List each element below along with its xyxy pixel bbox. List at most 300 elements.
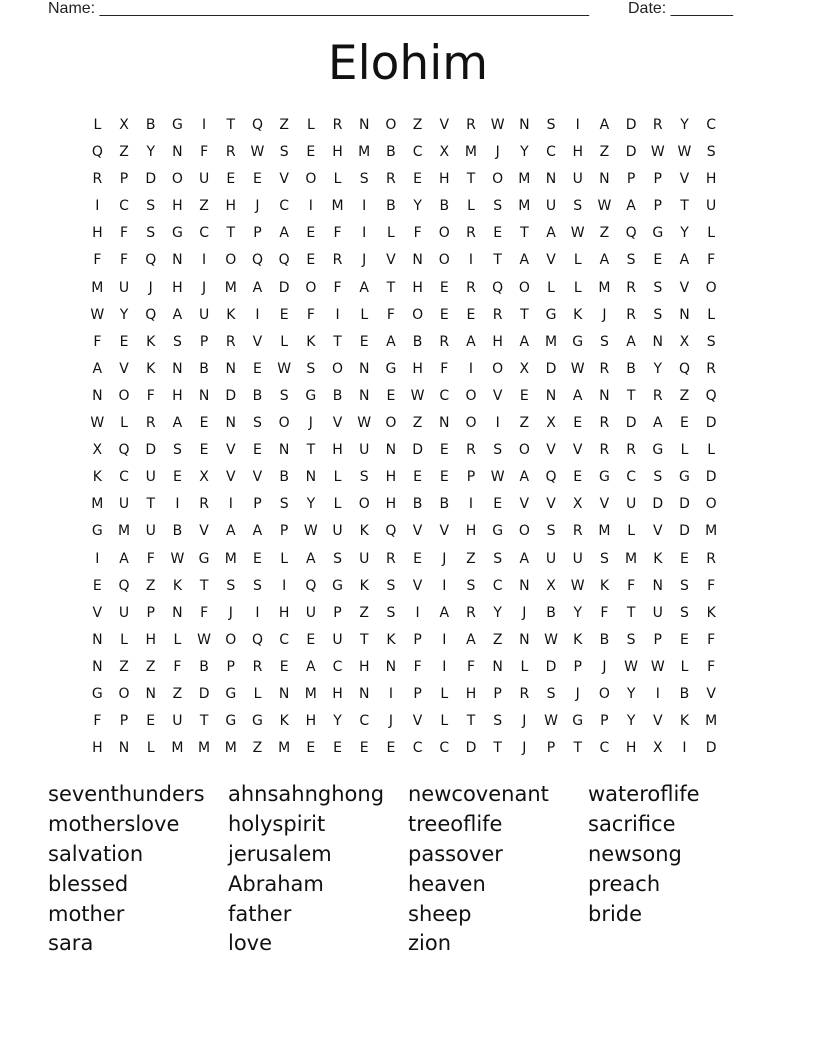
grid-cell: S <box>546 685 556 702</box>
grid-cell: P <box>333 604 342 621</box>
grid-cell: U <box>118 496 130 513</box>
grid-cell: J <box>308 415 313 432</box>
grid-cell: E <box>680 415 689 432</box>
grid-cell: Q <box>91 144 103 161</box>
grid-cell: S <box>172 442 182 459</box>
grid-cell: U <box>572 171 583 188</box>
grid-cell: Y <box>306 496 316 513</box>
grid-cell: B <box>386 198 396 215</box>
grid-cell: O <box>385 415 397 432</box>
grid-cell: S <box>253 577 262 594</box>
grid-cell: N <box>385 658 397 675</box>
grid-cell: M <box>705 713 718 730</box>
grid-cell: J <box>575 685 580 702</box>
grid-cell: H <box>412 360 423 377</box>
grid-cell: K <box>146 360 156 377</box>
grid-cell: D <box>545 360 557 377</box>
grid-cell: Q <box>385 523 397 540</box>
grid-cell: H <box>492 333 503 350</box>
grid-cell: C <box>599 740 610 757</box>
grid-cell: U <box>332 631 343 648</box>
grid-cell: Q <box>545 469 557 486</box>
grid-cell: T <box>573 740 582 757</box>
grid-cell: Y <box>626 685 636 702</box>
grid-cell: U <box>172 713 183 730</box>
grid-cell: O <box>465 387 477 404</box>
grid-cell: Z <box>492 631 503 648</box>
grid-cell: W <box>90 306 105 323</box>
grid-cell: I <box>95 198 100 215</box>
grid-cell: Z <box>599 225 610 242</box>
grid-cell: Q <box>251 117 263 133</box>
grid-cell: W <box>357 415 372 432</box>
letter-grid <box>84 112 725 762</box>
grid-cell: E <box>680 550 689 567</box>
grid-cell: J <box>388 713 393 730</box>
grid-cell: H <box>172 279 183 296</box>
grid-cell: I <box>468 496 474 513</box>
grid-cell: U <box>652 604 663 621</box>
grid-cell: Z <box>172 685 183 702</box>
grid-cell: X <box>546 415 556 432</box>
grid-cell: U <box>545 550 557 567</box>
grid-cell: U <box>118 604 130 621</box>
grid-cell: S <box>253 415 262 432</box>
grid-cell: E <box>386 740 396 757</box>
grid-cell: M <box>198 740 211 757</box>
grid-cell: V <box>199 523 209 540</box>
grid-cell: U <box>572 550 583 567</box>
grid-cell: D <box>705 740 717 757</box>
grid-cell: G <box>225 713 237 730</box>
grid-cell: E <box>653 252 663 269</box>
grid-cell: D <box>145 442 157 459</box>
grid-cell: A <box>599 117 610 133</box>
grid-cell: G <box>91 685 103 702</box>
grid-cell: A <box>519 333 530 350</box>
grid-cell: K <box>306 333 316 350</box>
word-list-item: blessed <box>48 871 129 896</box>
grid-cell: N <box>305 469 317 486</box>
grid-cell: R <box>92 171 103 188</box>
grid-cell: R <box>466 117 476 133</box>
grid-cell: E <box>439 306 449 323</box>
grid-cell: V <box>386 252 396 269</box>
grid-cell: S <box>493 550 503 567</box>
grid-cell: K <box>92 469 102 486</box>
grid-cell: M <box>544 333 558 350</box>
grid-cell: A <box>626 198 636 215</box>
grid-cell: Y <box>653 360 663 377</box>
grid-cell: D <box>145 171 157 188</box>
grid-cell: C <box>412 144 423 161</box>
grid-cell: Q <box>145 306 157 323</box>
grid-cell: E <box>413 469 423 486</box>
grid-cell: O <box>492 171 504 188</box>
grid-cell: E <box>253 171 262 188</box>
page-title: Elohim <box>327 36 489 91</box>
grid-cell: I <box>255 306 260 323</box>
grid-cell: E <box>306 225 316 242</box>
grid-cell: V <box>652 713 663 730</box>
grid-cell: Y <box>573 604 582 621</box>
grid-cell: F <box>146 550 155 567</box>
grid-cell: L <box>680 658 689 675</box>
grid-cell: S <box>680 577 689 594</box>
grid-cell: U <box>305 604 316 621</box>
grid-cell: E <box>573 415 583 432</box>
grid-cell: U <box>359 442 370 459</box>
grid-cell: W <box>570 225 585 242</box>
grid-cell: L <box>280 550 289 567</box>
grid-cell: W <box>490 469 505 486</box>
grid-cell: V <box>679 171 690 188</box>
grid-cell: D <box>625 415 637 432</box>
grid-cell: O <box>598 685 610 702</box>
grid-cell: T <box>520 225 529 242</box>
grid-cell: D <box>625 144 637 161</box>
grid-cell: R <box>599 415 610 432</box>
grid-cell: P <box>546 740 556 757</box>
grid-cell: L <box>467 198 475 215</box>
grid-cell: X <box>546 577 556 594</box>
grid-cell: H <box>332 442 343 459</box>
grid-cell: K <box>386 631 396 648</box>
grid-cell: L <box>440 713 449 730</box>
grid-cell: P <box>653 171 662 188</box>
grid-cell: V <box>492 387 503 404</box>
grid-cell: S <box>653 306 663 323</box>
grid-cell: F <box>200 604 209 621</box>
grid-cell: P <box>466 469 476 486</box>
grid-cell: R <box>332 252 343 269</box>
grid-cell: M <box>358 144 371 161</box>
grid-cell: L <box>93 117 102 133</box>
grid-cell: Q <box>251 252 263 269</box>
grid-cell: A <box>225 523 236 540</box>
grid-cell: M <box>705 523 718 540</box>
grid-cell: E <box>413 171 423 188</box>
grid-cell: E <box>306 631 316 648</box>
grid-cell: H <box>439 171 450 188</box>
grid-cell: V <box>679 279 690 296</box>
grid-cell: A <box>519 469 530 486</box>
grid-cell: N <box>225 415 237 432</box>
grid-cell: B <box>172 523 183 540</box>
grid-cell: H <box>358 658 370 675</box>
grid-cell: G <box>198 550 210 567</box>
grid-cell: J <box>522 740 527 757</box>
grid-cell: R <box>199 496 209 513</box>
grid-cell: Q <box>625 225 637 242</box>
grid-cell: E <box>439 442 449 459</box>
grid-cell: V <box>412 577 423 594</box>
grid-cell: C <box>439 387 450 404</box>
grid-cell: E <box>199 415 209 432</box>
grid-cell: V <box>572 442 583 459</box>
grid-cell: L <box>707 225 716 242</box>
grid-cell: T <box>146 496 155 513</box>
grid-cell: S <box>146 198 156 215</box>
grid-cell: B <box>199 360 209 377</box>
grid-cell: D <box>465 740 477 757</box>
word-list-item: sheep <box>408 901 472 926</box>
grid-cell: M <box>464 144 478 161</box>
grid-cell: B <box>412 496 423 513</box>
grid-cell: F <box>333 225 342 242</box>
word-list-item: treeoflife <box>408 811 503 836</box>
grid-cell: S <box>359 171 369 188</box>
grid-cell: I <box>175 496 180 513</box>
grid-cell: H <box>385 469 397 486</box>
grid-cell: G <box>572 333 584 350</box>
grid-cell: D <box>225 387 237 404</box>
grid-cell: C <box>626 469 636 486</box>
grid-cell: A <box>359 279 369 296</box>
grid-cell: O <box>305 279 317 296</box>
grid-cell: Y <box>680 225 689 242</box>
grid-cell: S <box>279 144 289 161</box>
grid-cell: R <box>599 442 610 459</box>
grid-cell: P <box>413 685 422 702</box>
grid-cell: G <box>332 577 343 594</box>
grid-cell: T <box>333 333 342 350</box>
grid-cell: W <box>570 577 585 594</box>
grid-cell: N <box>92 387 103 404</box>
grid-cell: I <box>442 577 447 594</box>
grid-cell: A <box>172 415 183 432</box>
grid-cell: I <box>388 685 393 702</box>
grid-cell: N <box>278 685 290 702</box>
word-list-item: newcovenant <box>408 782 549 806</box>
grid-cell: M <box>224 740 237 757</box>
grid-cell: F <box>600 604 609 621</box>
grid-cell: I <box>442 631 447 648</box>
grid-cell: N <box>198 387 210 404</box>
grid-cell: S <box>359 469 369 486</box>
grid-cell: G <box>492 523 504 540</box>
grid-cell: L <box>146 740 155 757</box>
grid-cell: O <box>492 360 504 377</box>
grid-cell: M <box>171 740 184 757</box>
grid-cell: I <box>442 658 447 675</box>
grid-cell: R <box>466 279 476 296</box>
grid-cell: W <box>90 415 105 432</box>
grid-cell: E <box>519 387 529 404</box>
grid-cell: D <box>679 523 690 540</box>
grid-cell: G <box>91 523 103 540</box>
grid-cell: I <box>655 685 660 702</box>
grid-cell: P <box>253 225 262 242</box>
grid-cell: A <box>279 225 289 242</box>
grid-cell: O <box>171 171 183 188</box>
grid-cell: R <box>706 360 717 377</box>
grid-cell: Z <box>119 144 129 161</box>
grid-cell: H <box>412 279 423 296</box>
grid-cell: U <box>198 306 210 323</box>
grid-cell: P <box>199 333 209 350</box>
grid-cell: A <box>599 252 610 269</box>
grid-cell: R <box>599 360 610 377</box>
grid-cell: F <box>200 144 209 161</box>
grid-cell: K <box>172 577 182 594</box>
grid-cell: P <box>653 198 662 215</box>
grid-cell: L <box>120 415 128 432</box>
grid-cell: G <box>252 713 263 730</box>
grid-cell: E <box>253 550 262 567</box>
word-list-item: sara <box>48 931 94 956</box>
grid-cell: I <box>335 306 340 323</box>
grid-cell: A <box>466 333 476 350</box>
grid-cell: C <box>119 198 129 215</box>
grid-cell: R <box>652 387 663 404</box>
grid-cell: N <box>278 442 290 459</box>
grid-cell: A <box>119 550 129 567</box>
grid-cell: S <box>466 577 476 594</box>
grid-cell: G <box>171 225 183 242</box>
grid-cell: M <box>224 279 237 296</box>
grid-cell: U <box>359 550 370 567</box>
grid-cell: V <box>706 685 716 702</box>
grid-cell: T <box>493 740 502 757</box>
grid-cell: J <box>602 306 607 323</box>
grid-cell: U <box>145 469 156 486</box>
word-list-item: newsong <box>588 841 682 866</box>
grid-cell: S <box>546 523 556 540</box>
grid-cell: X <box>572 496 583 513</box>
grid-cell: W <box>197 631 212 648</box>
grid-cell: E <box>279 658 289 675</box>
grid-cell: R <box>626 442 636 459</box>
grid-cell: T <box>466 713 476 730</box>
grid-cell: F <box>93 252 102 269</box>
grid-cell: R <box>225 144 236 161</box>
grid-cell: R <box>466 604 476 621</box>
grid-cell: H <box>172 387 183 404</box>
grid-cell: R <box>145 415 156 432</box>
grid-cell: X <box>92 442 103 459</box>
grid-cell: C <box>119 469 129 486</box>
grid-cell: T <box>226 117 236 133</box>
grid-cell: D <box>705 469 717 486</box>
grid-cell: S <box>306 360 316 377</box>
grid-cell: N <box>519 631 530 648</box>
grid-cell: T <box>226 225 236 242</box>
grid-cell: V <box>439 523 450 540</box>
grid-cell: H <box>385 496 397 513</box>
grid-cell: J <box>602 658 607 675</box>
word-list-item: holyspirit <box>228 811 326 836</box>
grid-cell: B <box>332 387 343 404</box>
grid-cell: K <box>359 523 369 540</box>
grid-cell: Z <box>519 415 530 432</box>
grid-cell: S <box>493 198 503 215</box>
grid-cell: K <box>146 333 156 350</box>
grid-cell: F <box>440 360 449 377</box>
grid-cell: E <box>466 306 476 323</box>
grid-cell: E <box>413 550 423 567</box>
date-field: Date: _______ <box>628 0 733 17</box>
grid-cell: W <box>570 360 585 377</box>
grid-cell: E <box>386 387 396 404</box>
grid-cell: G <box>225 685 237 702</box>
grid-cell: P <box>626 171 636 188</box>
grid-cell: D <box>412 442 423 459</box>
grid-cell: B <box>439 496 450 513</box>
grid-cell: O <box>438 225 450 242</box>
grid-cell: A <box>679 252 690 269</box>
grid-cell: I <box>282 577 287 594</box>
grid-cell: E <box>306 144 316 161</box>
grid-cell: L <box>173 631 182 648</box>
grid-cell: N <box>652 577 664 594</box>
grid-cell: O <box>705 496 717 513</box>
grid-cell: N <box>225 360 237 377</box>
grid-cell: A <box>306 550 316 567</box>
grid-cell: T <box>359 631 369 648</box>
grid-cell: S <box>386 604 396 621</box>
grid-cell: S <box>172 333 182 350</box>
grid-cell: F <box>707 252 716 269</box>
grid-cell: K <box>653 550 663 567</box>
grid-cell: V <box>279 171 289 188</box>
grid-cell: W <box>544 713 558 730</box>
grid-cell: L <box>333 496 342 513</box>
grid-cell: E <box>253 360 262 377</box>
grid-cell: H <box>572 144 583 161</box>
grid-cell: I <box>682 740 687 757</box>
grid-cell: L <box>573 252 582 269</box>
grid-cell: Q <box>678 360 690 377</box>
grid-cell: J <box>495 144 500 161</box>
grid-cell: F <box>466 658 475 675</box>
grid-cell: B <box>252 387 263 404</box>
word-list-item: zion <box>408 931 452 956</box>
grid-cell: D <box>679 496 690 513</box>
grid-cell: O <box>225 252 237 269</box>
grid-cell: T <box>520 306 529 323</box>
grid-cell: G <box>652 442 664 459</box>
grid-cell: E <box>92 577 102 594</box>
grid-cell: O <box>385 117 397 133</box>
grid-cell: V <box>546 496 556 513</box>
grid-cell: S <box>386 577 396 594</box>
grid-cell: O <box>518 279 530 296</box>
grid-cell: H <box>705 171 717 188</box>
grid-cell: J <box>255 198 260 215</box>
grid-cell: I <box>202 252 207 269</box>
grid-cell: R <box>519 685 530 702</box>
grid-cell: T <box>680 198 689 215</box>
grid-cell: W <box>410 387 425 404</box>
grid-cell: N <box>679 306 690 323</box>
grid-cell: H <box>92 225 103 242</box>
grid-cell: M <box>117 523 131 540</box>
grid-cell: V <box>652 523 663 540</box>
grid-cell: Q <box>305 577 317 594</box>
grid-cell: E <box>680 631 689 648</box>
grid-cell: S <box>706 144 716 161</box>
grid-cell: S <box>333 550 342 567</box>
grid-cell: J <box>522 604 527 621</box>
grid-cell: P <box>146 604 155 621</box>
grid-cell: W <box>544 631 558 648</box>
grid-cell: S <box>493 713 503 730</box>
grid-cell: G <box>598 469 610 486</box>
grid-cell: I <box>202 117 207 133</box>
grid-cell: L <box>680 442 689 459</box>
grid-cell: N <box>358 360 370 377</box>
